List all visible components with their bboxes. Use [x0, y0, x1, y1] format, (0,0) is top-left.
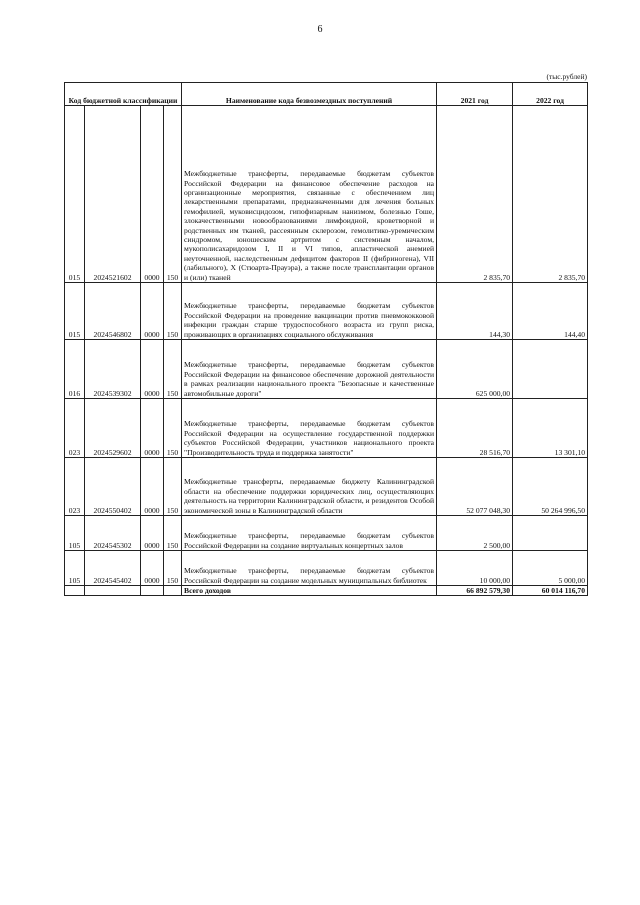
value-2022: 2 835,70	[513, 106, 588, 283]
table-row	[65, 399, 588, 458]
program-code: 0000	[141, 340, 164, 399]
total-row	[65, 586, 588, 596]
revenue-name: Межбюджетные трансферты, передаваемые бюджетам субъектов Российской Федерации на финансовое обеспечение дорожной деятельности в рамках реализации национального проекта "Безопасные и качественные автомобильные дороги"	[182, 340, 437, 399]
revenue-name: Межбюджетные трансферты, передаваемые бюджетам субъектов Российской Федерации на финансовое обеспечение расходов на организационные мероприятия, связанные с обеспечением лиц лекарственными препаратами, предназначенными для лечения больных гемофилией, муковисцидозом, гипофизарным нанизмом, болезнью Гоше, злокачественными новообразованиями лимфоидной, кроветворной и родственных им тканей, рассеянным склерозом, гемолитико-уремическим синдромом, юношеским артритом с системным началом, мукополисахаридозом I, II и VI типов, апластической анемией неуточненной, наследственным дефицитом факторов II (фибриногена), VII (лабильного), X (Стюарта-Прауэра), а также после трансплантации органов и (или) тканей	[182, 106, 437, 283]
header-code: Код бюджетной классификации	[65, 83, 182, 106]
header-name: Наименование кода безвозмездных поступлений	[182, 83, 437, 106]
admin-code: 015	[65, 106, 85, 283]
value-2022: 50 264 996,50	[513, 458, 588, 516]
value-2021: 2 835,70	[437, 106, 513, 283]
kind-code: 150	[164, 106, 182, 283]
table-row	[65, 283, 588, 340]
program-code: 0000	[141, 516, 164, 551]
value-2022	[513, 340, 588, 399]
value-2022	[513, 516, 588, 551]
total-label: Всего доходов	[182, 586, 437, 596]
table-row	[65, 516, 588, 551]
admin-code: 023	[65, 458, 85, 516]
program-code: 0000	[141, 399, 164, 458]
value-2021: 10 000,00	[437, 551, 513, 586]
value-2022: 144,40	[513, 283, 588, 340]
table-header-row	[65, 83, 588, 106]
value-2021: 2 500,00	[437, 516, 513, 551]
budget-code: 2024545302	[85, 516, 141, 551]
kind-code: 150	[164, 399, 182, 458]
budget-code: 2024539302	[85, 340, 141, 399]
program-code: 0000	[141, 458, 164, 516]
admin-code: 023	[65, 399, 85, 458]
value-2022: 13 301,10	[513, 399, 588, 458]
budget-code: 2024545402	[85, 551, 141, 586]
admin-code: 016	[65, 340, 85, 399]
value-2022: 5 000,00	[513, 551, 588, 586]
budget-code: 2024546802	[85, 283, 141, 340]
page-number: 6	[317, 24, 323, 35]
value-2021: 52 077 048,30	[437, 458, 513, 516]
kind-code: 150	[164, 458, 182, 516]
table-row	[65, 458, 588, 516]
revenue-name: Межбюджетные трансферты, передаваемые бюджету Калининградской области на обеспечение поддержки юридических лиц, осуществляющих деятельность на территории Калининградской области, и резидентов Особой экономической зоны в Калининградской области	[182, 458, 437, 516]
table-row	[65, 551, 588, 586]
total-2021: 66 892 579,30	[437, 586, 513, 596]
table-row	[65, 106, 588, 283]
revenue-name: Межбюджетные трансферты, передаваемые бюджетам субъектов Российской Федерации на создание модельных муниципальных библиотек	[182, 551, 437, 586]
kind-code: 150	[164, 551, 182, 586]
value-2021: 144,30	[437, 283, 513, 340]
total-code-blank	[141, 586, 164, 596]
budget-code: 2024521602	[85, 106, 141, 283]
revenue-name: Межбюджетные трансферты, передаваемые бюджетам субъектов Российской Федерации на осуществление государственной поддержки субъектов Российской Федерации, участников национального проекта "Производительность труда и поддержка занятости"	[182, 399, 437, 458]
admin-code: 015	[65, 283, 85, 340]
units-label: (тыс.рублей)	[546, 72, 587, 81]
revenue-name: Межбюджетные трансферты, передаваемые бюджетам субъектов Российской Федерации на создание виртуальных концертных залов	[182, 516, 437, 551]
value-2021: 28 516,70	[437, 399, 513, 458]
kind-code: 150	[164, 340, 182, 399]
value-2021: 625 000,00	[437, 340, 513, 399]
total-code-blank	[65, 586, 85, 596]
admin-code: 105	[65, 551, 85, 586]
total-code-blank	[85, 586, 141, 596]
budget-code: 2024529602	[85, 399, 141, 458]
header-2021: 2021 год	[437, 83, 513, 106]
kind-code: 150	[164, 516, 182, 551]
program-code: 0000	[141, 551, 164, 586]
budget-code: 2024550402	[85, 458, 141, 516]
admin-code: 105	[65, 516, 85, 551]
revenue-table	[64, 82, 588, 596]
total-code-blank	[164, 586, 182, 596]
header-2022: 2022 год	[513, 83, 588, 106]
kind-code: 150	[164, 283, 182, 340]
program-code: 0000	[141, 106, 164, 283]
table-row	[65, 340, 588, 399]
program-code: 0000	[141, 283, 164, 340]
revenue-name: Межбюджетные трансферты, передаваемые бюджетам субъектов Российской Федерации на проведение вакцинации против пневмококковой инфекции граждан старше трудоспособного возраста из групп риска, проживающих в организациях социального обслуживания	[182, 283, 437, 340]
total-2022: 60 014 116,70	[513, 586, 588, 596]
